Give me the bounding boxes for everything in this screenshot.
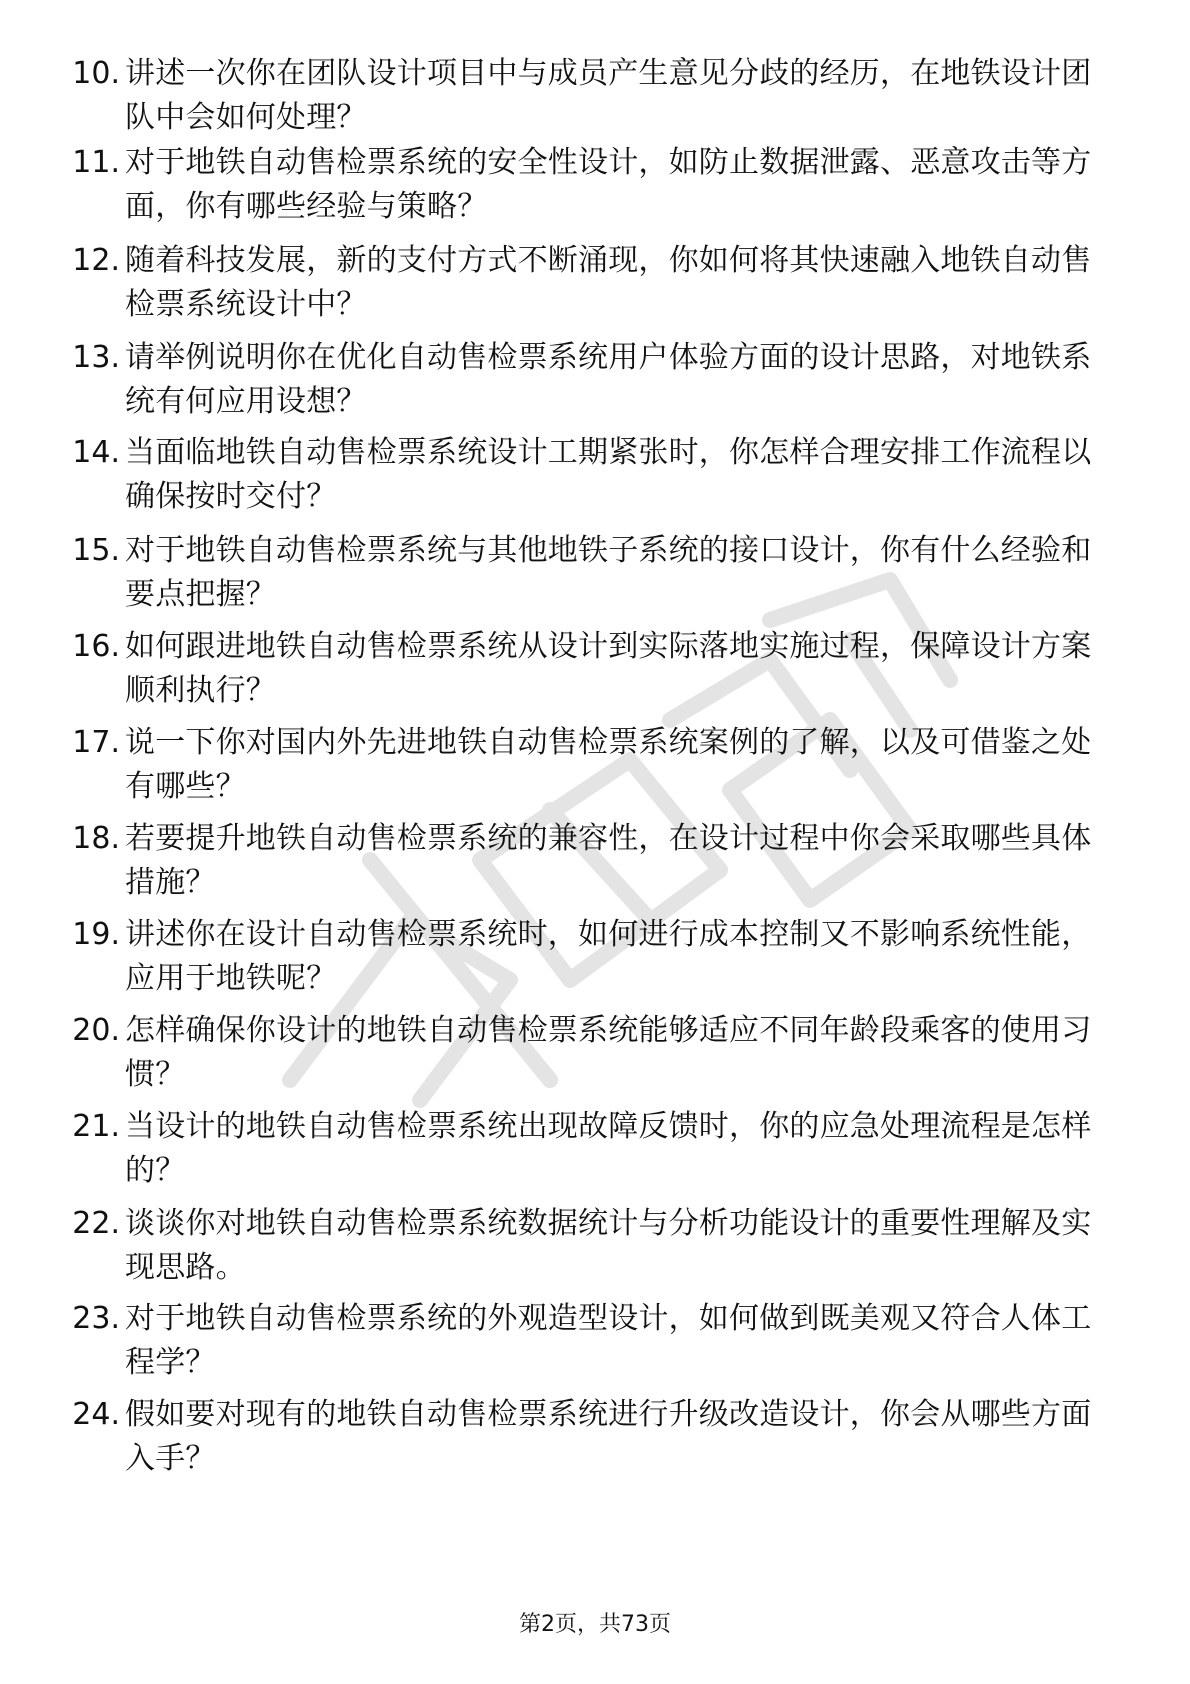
question-text: 对于地铁自动售检票系统的外观造型设计，如何做到既美观又符合人体工程学？ — [125, 1301, 1092, 1380]
question-text: 当设计的地铁自动售检票系统出现故障反馈时，你的应急处理流程是怎样的？ — [125, 1109, 1092, 1188]
question-item-19 — [52, 913, 1122, 1003]
question-number: 13. — [72, 340, 120, 375]
question-number: 12. — [72, 243, 120, 278]
question-item-20 — [52, 1009, 1122, 1099]
question-item-11 — [52, 141, 1122, 231]
question-number: 23. — [72, 1301, 120, 1336]
question-text: 当面临地铁自动售检票系统设计工期紧张时，你怎样合理安排工作流程以确保按时交付？ — [125, 435, 1092, 514]
question-number: 19. — [72, 917, 120, 952]
question-number: 17. — [72, 725, 120, 760]
question-item-10 — [52, 52, 1122, 142]
question-number: 10. — [72, 56, 120, 91]
question-number: 16. — [72, 629, 120, 664]
question-number: 11. — [72, 145, 120, 180]
question-number: 15. — [72, 533, 120, 568]
question-item-16 — [52, 625, 1122, 715]
question-text: 说一下你对国内外先进地铁自动售检票系统案例的了解，以及可借鉴之处有哪些？ — [125, 725, 1092, 804]
question-item-15 — [52, 529, 1122, 619]
question-item-14 — [52, 431, 1122, 521]
question-text: 请举例说明你在优化自动售检票系统用户体验方面的设计思路，对地铁系统有何应用设想？ — [125, 340, 1092, 419]
question-item-21 — [52, 1105, 1122, 1195]
question-item-23 — [52, 1297, 1122, 1387]
question-text: 如何跟进地铁自动售检票系统从设计到实际落地实施过程，保障设计方案顺利执行？ — [125, 629, 1092, 708]
question-item-22 — [52, 1202, 1122, 1292]
question-text: 怎样确保你设计的地铁自动售检票系统能够适应不同年龄段乘客的使用习惯？ — [125, 1013, 1092, 1092]
question-text: 对于地铁自动售检票系统的安全性设计，如防止数据泄露、恶意攻击等方面，你有哪些经验与策略？ — [125, 145, 1092, 224]
question-number: 21. — [72, 1109, 120, 1144]
question-item-24 — [52, 1393, 1122, 1483]
question-text: 随着科技发展，新的支付方式不断涌现，你如何将其快速融入地铁自动售检票系统设计中？ — [125, 243, 1092, 322]
question-text: 若要提升地铁自动售检票系统的兼容性，在设计过程中你会采取哪些具体措施？ — [125, 821, 1092, 900]
question-number: 24. — [72, 1397, 120, 1432]
question-number: 22. — [72, 1206, 120, 1241]
question-text: 对于地铁自动售检票系统与其他地铁子系统的接口设计，你有什么经验和要点把握？ — [125, 533, 1092, 612]
question-item-17 — [52, 721, 1122, 811]
question-number: 20. — [72, 1013, 120, 1048]
question-text: 讲述你在设计自动售检票系统时，如何进行成本控制又不影响系统性能，应用于地铁呢？ — [125, 917, 1092, 996]
page-footer: 第2页，共73页 — [519, 1612, 671, 1637]
question-item-18 — [52, 817, 1122, 907]
question-text: 谈谈你对地铁自动售检票系统数据统计与分析功能设计的重要性理解及实现思路。 — [125, 1206, 1092, 1285]
question-item-12 — [52, 239, 1122, 329]
question-number: 14. — [72, 435, 120, 470]
question-item-13 — [52, 336, 1122, 426]
question-text: 假如要对现有的地铁自动售检票系统进行升级改造设计，你会从哪些方面入手？ — [125, 1397, 1092, 1476]
question-text: 讲述一次你在团队设计项目中与成员产生意见分歧的经历，在地铁设计团队中会如何处理？ — [125, 56, 1092, 135]
question-number: 18. — [72, 821, 120, 856]
